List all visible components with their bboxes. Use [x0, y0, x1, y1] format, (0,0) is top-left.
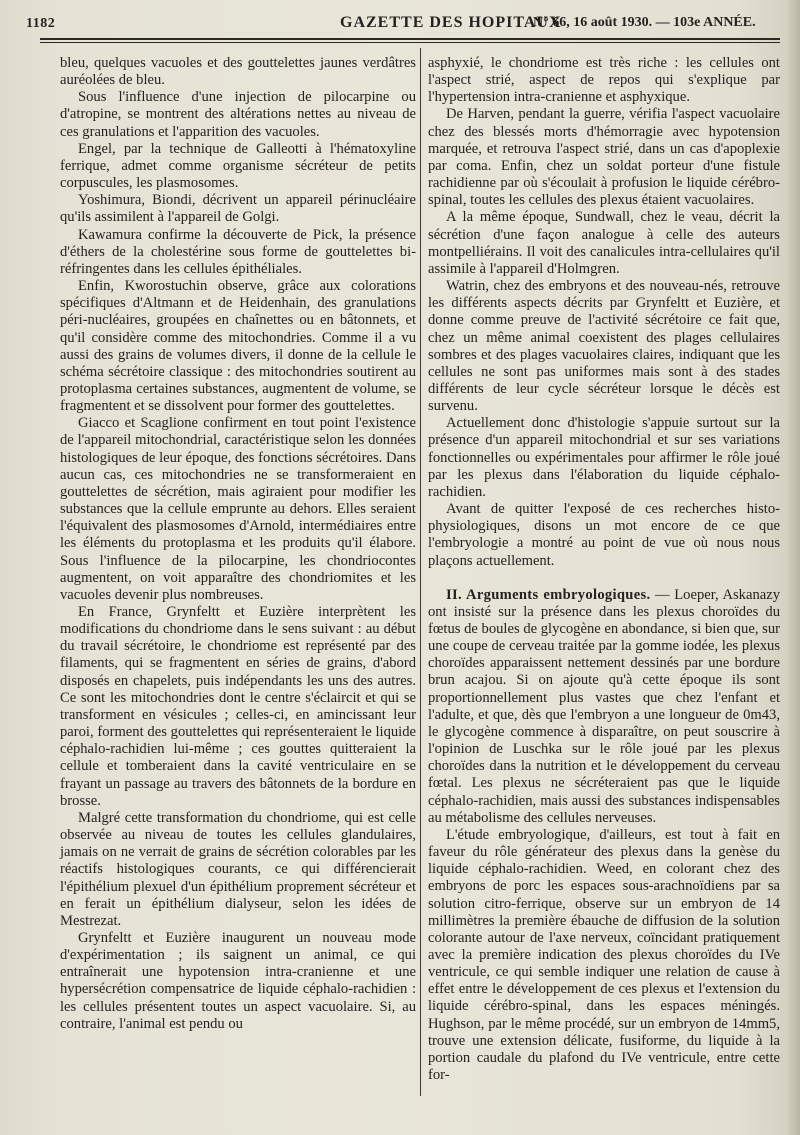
- paragraph: Grynfeltt et Euzière inaugurent un nouveau mode d'expérimentation ; ils saignent un animal, ce qui entraînerait une hypotension intra-cranienne et une hypersécrétion compensatrice de liquide céphalo-rachidien : les cellules présentent toutes un aspect vacuolaire. Si, au contraire, l'animal est pendu ou: [60, 929, 416, 1032]
- section-paragraph: [428, 587, 780, 827]
- running-header: [18, 10, 790, 40]
- header-rule-thick: [40, 38, 780, 40]
- page-number: 1182: [26, 16, 56, 31]
- paragraph: Giacco et Scaglione confirment en tout point l'existence de l'appareil mitochondrial, caractéristique selon les données histologiques de leur époque, des fonctions sécrétoires. Dans aucun cas, ces mitochondries ne se transformeraient en gouttelettes de sécrétion, mais agiraient pour modifier les substances que la cellule emprunte au dehors. Elles seraient l'équivalent des plasmosomes d'Arnold, intermédiaires entre les éléments du protoplasma et les produits qu'il élabore. Sous l'influence de la pilocarpine, les chondriocontes augmentent, on voit apparaître des chondriomites et les vacuoles devenir plus nombreuses.: [60, 415, 416, 603]
- column-divider: [420, 48, 421, 1096]
- paragraph: asphyxié, le chondriome est très riche : les cellules ont l'aspect strié, aspect de repos qui s'explique par l'hypertension intra-cranienne et asphyxique.: [428, 55, 780, 106]
- section-heading: II. Arguments embryologiques.: [446, 586, 651, 603]
- paragraph: Engel, par la technique de Galleotti à l'hématoxyline ferrique, admet comme organisme sécréteur de petits corpuscules, les plasmosomes.: [60, 140, 416, 192]
- right-column: [428, 55, 780, 1084]
- journal-title: GAZETTE DES HOPITAUX: [340, 14, 562, 31]
- paragraph: Sous l'influence d'une injection de pilocarpine ou d'atropine, se montrent des altérations nettes au niveau de ces granulations et l'apparition des vacuoles.: [60, 89, 416, 140]
- section-body: — Loeper, Askanazy ont insisté sur la présence dans les plexus choroïdes du fœtus de boules de glycogène en abondance, si bien que, sur une coupe de cerveau traitée par la gomme iodée, les plexus choroïdes apparaissent nettement dessinés par une bordure brun acajou. Si on ajoute qu'à cette époque ils sont proportionnellement plus vastes que chez l'enfant et l'adulte, et que, dès que l'embryon a une longueur de 0m43, le glycogène commence à disparaître, on peut souscrire à l'opinion de Luschka sur le rôle joué par les plexus choroïdes dans la nutrition et le développement du cerveau fœtal. Les plexus ne sécréteraient pas que le liquide céphalo-rachidien, mais aussi des substances indispensables au métabolisme des cellules nerveuses.: [428, 586, 780, 826]
- left-column: [60, 55, 416, 1033]
- paragraph: Yoshimura, Biondi, décrivent un appareil périnucléaire qu'ils assimilent à l'appareil de Golgi.: [60, 192, 416, 226]
- issue-info: N° 66, 16 août 1930. — 103e ANNÉE.: [533, 15, 756, 30]
- paragraph: Kawamura confirme la découverte de Pick, la présence d'éthers de la cholestérine sous forme de gouttelettes bi-réfringentes dans les cellules épithéliales.: [60, 226, 416, 277]
- paragraph: bleu, quelques vacuoles et des gouttelettes jaunes verdâtres auréolées de bleu.: [60, 55, 416, 89]
- paragraph: Actuellement donc d'histologie s'appuie surtout sur la présence d'un appareil mitochondrial et sur ses variations fonctionnelles ou expérimentales pour affirmer le rôle joué par les plexus dans l'élaboration du liquide céphalo-rachidien.: [428, 415, 780, 500]
- paragraph: Avant de quitter l'exposé de ces recherches histo-physiologiques, disons un mot encore de ce que l'embryologie a montré au point de vue où nous nous plaçons actuellement.: [428, 501, 780, 569]
- paragraph: Malgré cette transformation du chondriome, qui est celle observée au niveau de toutes les cellules glandulaires, jamais on ne verrait de grains de sécrétion colorables par les réactifs histologiques courants, ce qui différencierait l'épithélium plexuel d'un épithélium proprement sécréteur et en ferait un épithélium dialyseur, selon les idées de Mestrezat.: [60, 809, 416, 929]
- paragraph: A la même époque, Sundwall, chez le veau, décrit la sécrétion d'une façon analogue à celle des auteurs montpelliérains. Il voit des canalicules intra-cellulaires qu'il assimile à l'appareil d'Holmgren.: [428, 209, 780, 277]
- paragraph: L'étude embryologique, d'ailleurs, est tout à fait en faveur du rôle générateur des plexus dans la genèse du liquide céphalo-rachidien. Weed, en colorant chez des embryons de porc les espaces sous-arachnoïdiens par sa solution citro-ferrique, observe sur un embryon de 14 millimètres la première ébauche de diffusion de la solution colorante autour de l'axe nerveux, coïncidant pratiquement avec la première indication des plexus choroïdes du IVe ventricule, ce qui semble indiquer une relation de cause à effet entre le développement de ces plexus et l'extension du liquide cérébro-spinal, dans les espaces méningés. Hughson, par le même procédé, sur un embryon de 14mm5, trouve une extension délicate, fusiforme, du liquide à la portion caudale du plafond du IVe ventricule, entre cette for-: [428, 826, 780, 1084]
- paragraph: En France, Grynfeltt et Euzière interprètent les modifications du chondriome dans le sens suivant : au début du travail sécrétoire, le chondriome est représenté par des filaments, qui se fragmentent en séries de grains, d'abord disposés en chapelets, puis indépendants les uns des autres. Ce sont les mitochondries dont le centre s'éclaircit et qui se transforment en vésicules ; celles-ci, en amincissant leur paroi, forment des gouttelettes qui représenteraient le liquide céphalo-rachidien lui-même ; ces gouttes quitteraient la cellule et tomberaient dans la cavité ventriculaire en se frayant un passage au travers des bâtonnets de la bordure en brosse.: [60, 604, 416, 809]
- paragraph: Watrin, chez des embryons et des nouveau-nés, retrouve les différents aspects décrits par Grynfeltt et Euzière, et donne comme preuve de l'activité sécrétoire ce fait que, chez un même animal coexistent des plages cellulaires sombres et des plages vacuolaires claires, indiquant que les cellules ne sont pas uniformes mais sont à des stades différents de leur cycle sécréteur lorsque le décès est survenu.: [428, 278, 780, 415]
- header-rule-thin: [40, 42, 780, 43]
- paragraph: De Harven, pendant la guerre, vérifia l'aspect vacuolaire chez des blessés morts d'hémorragie avec hypotension marquée, et retrouva l'aspect strié, dans un cas d'apoplexie par coma. Enfin, chez un soldat porteur d'une fistule rachidienne par où s'écoulait à profusion le liquide cérébro-spinal, toutes les cellules des plexus étaient vacuolaires.: [428, 106, 780, 209]
- paragraph: Enfin, Kworostuchin observe, grâce aux colorations spécifiques d'Altmann et de Heidenhain, des granulations péri-nucléaires, groupées en chaînettes ou en bâtonnets, et qu'il considère comme des mitochondries. Comme il a vu aussi des grains de volumes divers, il donne de la cellule le schéma sécrétoire classique : des mitochondries soutirent au protoplasma certaines substances, augmentent de volume, se fragmentent et se dissolvent pour former des gouttelettes.: [60, 278, 416, 415]
- page-edge-shadow: [786, 0, 800, 1135]
